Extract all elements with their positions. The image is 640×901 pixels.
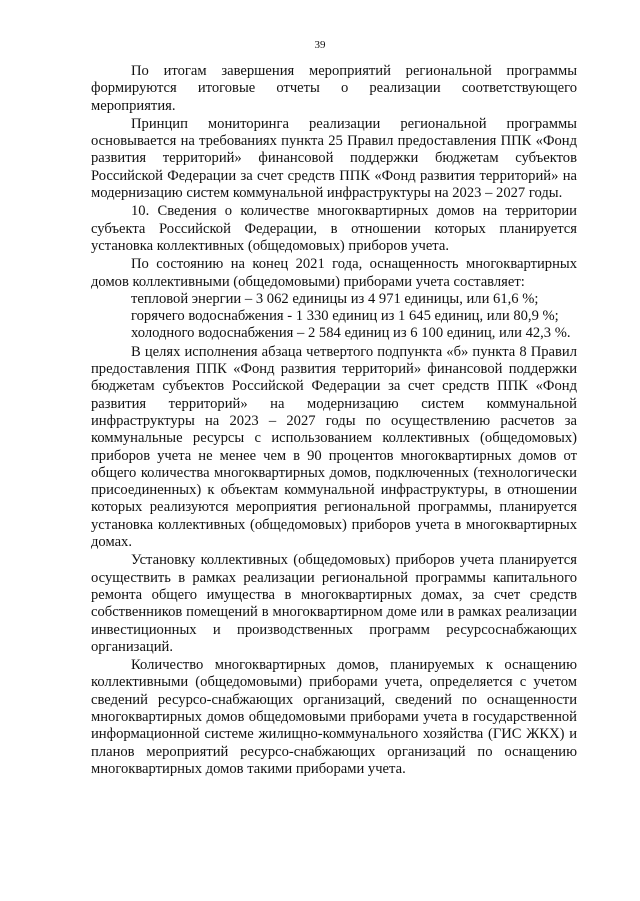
document-body xyxy=(91,63,577,779)
page-number: 39 xyxy=(314,39,326,51)
paragraph-program-results: По итогам завершения мероприятий региональной программы формируются итоговые отчеты о реализации соответствующего мероприятия. xyxy=(91,63,577,114)
paragraph-quantity-determination: Количество многоквартирных домов, планируемых к оснащению коллективными (общедомовыми) приборами учета, определяется с учетом сведений ресурсо-снабжающих организаций, сведений по оснащенности многоквартирных домов общедомовыми приборами учета в государственной информационной системе жилищно-коммунального хозяйства (ГИС ЖКХ) и планов мероприятий ресурсо-снабжающих организаций по оснащению многоквартирных домов такими приборами учета. xyxy=(91,657,577,777)
paragraph-section-10-heading: 10. Сведения о количестве многоквартирных домов на территории субъекта Российской Федерации, в отношении которых планируется установка коллективных (общедомовых) приборов учета. xyxy=(91,203,577,254)
paragraph-monitoring-principle: Принцип мониторинга реализации региональной программы основывается на требованиях пункта 25 Правил предоставления ППК «Фонд развития территорий» финансовой поддержки бюджетам субъектов Российской Федерации за счет средств ППК «Фонд развития территорий» на модернизацию систем коммунальной инфраструктуры на 2023 – 2027 годы. xyxy=(91,115,577,202)
paragraph-cold-water: холодного водоснабжения – 2 584 единиц из 6 100 единиц, или 42,3 %. xyxy=(131,325,571,342)
paragraph-installation-plan: Установку коллективных (общедомовых) приборов учета планируется осуществить в рамках реализации региональной программы капитального ремонта общего имущества в многоквартирных домах, за счет средств собственников помещений в многоквартирном доме или в рамках реализации инвестиционных и производственных программ ресурсоснабжающих организаций. xyxy=(91,552,577,655)
paragraph-heat-energy: тепловой энергии – 3 062 единицы из 4 971 единицы, или 61,6 %; xyxy=(131,290,539,307)
paragraph-equipment-status: По состоянию на конец 2021 года, оснащенность многоквартирных домов коллективными (общедомовыми) приборами учета составляет: xyxy=(91,256,577,290)
paragraph-rules-execution: В целях исполнения абзаца четвертого подпункта «б» пункта 8 Правил предоставления ППК «Фонд развития территорий» финансовой поддержки бюджетам субъектов Российской Федерации за счет средств ППК «Фонд развития территорий» на модернизацию систем коммунальной инфраструктуры на 2023 – 2027 годы по осуществлению расчетов за коммунальные ресурсы с использованием коллективных (общедомовых) приборов учета не менее чем в 90 процентов многоквартирных домов от общего количества многоквартирных домов, подключенных (технологически присоединенных) к объектам коммунальной инфраструктуры, в отношении которых реализуются мероприятия региональной программы, планируется установка коллективных (общедомовых) приборов учета в многоквартирных домах. xyxy=(91,343,577,551)
paragraph-hot-water: горячего водоснабжения - 1 330 единиц из 1 645 единиц, или 80,9 %; xyxy=(131,308,559,325)
